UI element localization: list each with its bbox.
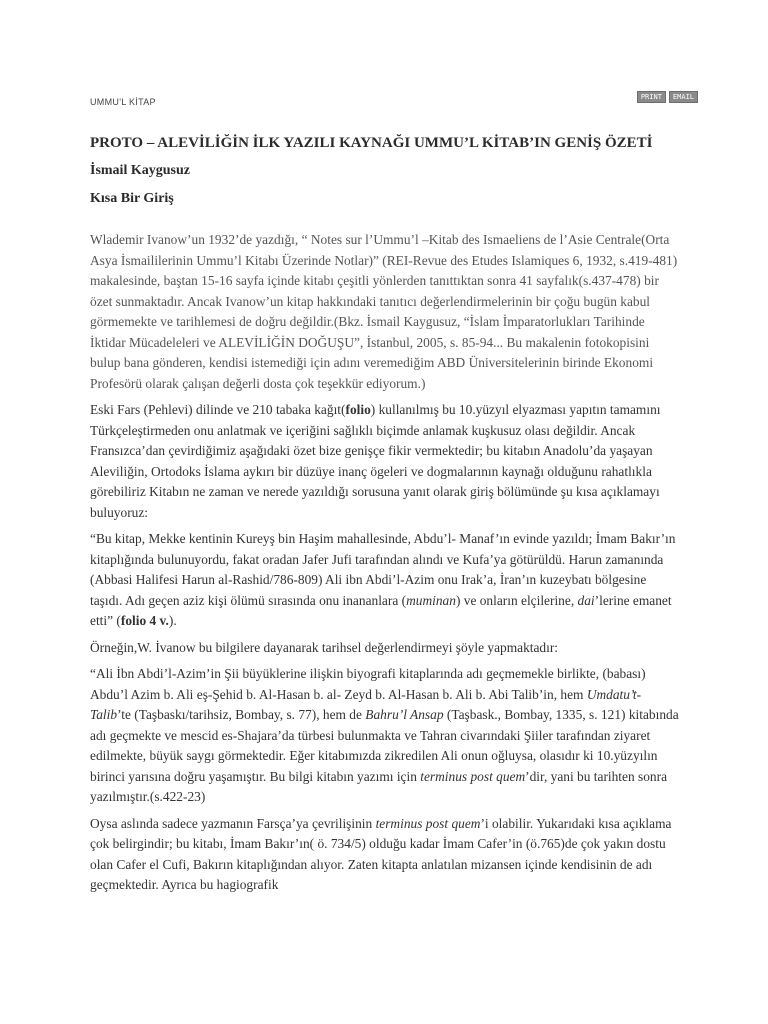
text-run: ’dir, yani bu tarihten sonra yazılmıştır.(s.422-23) [90, 768, 668, 804]
site-label: UMMU'L KİTAP [90, 97, 156, 107]
italic-term: Bahru’l Ansap [365, 707, 444, 722]
tool-buttons [637, 91, 698, 103]
author-name: İsmail Kaygusuz [90, 163, 190, 178]
bold-term: folio 4 v. [120, 613, 169, 628]
article-body [90, 133, 682, 902]
italic-term: terminus post quem [375, 815, 481, 831]
paragraph-intro: Wlademir Ivanow’un 1932’de yazdığı, “ Notes sur l’Ummu’l –Kitab des Ismaeliens de l’Asie Centrale(Orta Asya İsmaililerinin Ummu’l Kitabı Üzerinde Notlar)” (REI-Revue des Etudes Islamiques 6, 1932, s.419-481) makalesinde, baştan 15-16 sayfa içinde kitabı çeşitli yönlerden tanıttıktan sonra 41 sayfalık(s.437-478) bir özet sunmaktadır. Ancak Ivanow’un kitap hakkındaki tanıtıcı değerlendirmelerinin bir çoğu bugün kabul görmemekte ve tarihlemesi de doğru değildir.(Bkz. İsmail Kaygusuz, “İslam İmparatorlukları Tarihinde İktidar Mücadeleleri ve ALEVİLİĞİN DOĞUŞU”, İstanbul, 2005, s. 85-94... Bu makalenin fotokopisini bulup bana gönderen, kendisi istemediği için adını veremediğim ABD Üniversitelerinin birinde Ekonomi Profesörü olarak çalışan değerli dosta çok teşekkür ediyorum.) [90, 232, 678, 391]
text-run: ). [168, 613, 177, 628]
paragraph-terminus [90, 814, 682, 896]
paragraph-folio [90, 400, 682, 523]
text-run: (Taşbask., Bombay, 1335, s. 121) kitabında adı geçmekte ve mescid es-Shajara’da türbesi bulunmakta ve Tahran civarındaki Şiiler tarafından ziyaret edilmekte, büyük saygı görmektedir. Eğer kitabımızda zikredilen Ali onun oğluysa, olasıdır ki 10.yüzyılın birinci yarısına doğru yaşamıştır. Bu bilgi kitabın yazımı için [90, 707, 679, 784]
paragraph-quote-origin [90, 529, 682, 632]
text-run: ’te (Taşbaskı/tarihsiz, Bombay, s. 77), hem de [117, 707, 366, 722]
text-run: ) kullanılmış bu 10.yüzyıl elyazması yapıtın tamamını Türkçeleştirmeden onu anlatmak ve içeriğini sağlıklı biçimde anlamak kuşkusuz olası değildir. Ancak Fransızca’dan çevirdiğimiz aşağıdaki özet bize genişçe fikir vermektedir; bu kitabın Anadolu’da yaşayan Aleviliğin, Ortodoks İslama aykırı bir düzüye inanç ögeleri ve dogmalarının kaynağı olduğunu rahatlıkla görebiliriz Kitabın ne zaman ve nerede yazıldığı sorusuna yanıt olarak giriş bölümünde şu kısa açıklamayı buluyoruz: [90, 402, 661, 520]
italic-term: muminan [406, 592, 456, 608]
print-button[interactable]: PRINT [637, 91, 666, 103]
email-button[interactable]: EMAIL [669, 91, 698, 103]
text-run: Oysa aslında sadece yazmanın Farsça’ya çevrilişinin [90, 815, 376, 831]
text-run: Eski Fars (Pehlevi) dilinde ve 210 tabaka kağıt( [90, 402, 346, 417]
text-run: ) ve onların elçilerine, [455, 592, 578, 608]
paragraph-ivanow: Örneğin,W. İvanow bu bilgilere dayanarak tarihsel değerlendirmeyi şöyle yapmaktadır: [90, 639, 559, 655]
text-run: “Ali İbn Abdi’l-Azim’in Şii büyüklerine ilişkin biyografi kitaplarında adı geçmemekle birlikte, (babası) Abdu’l Azim b. Ali eş-Şehid b. Al-Hasan b. al- Zeyd b. Al-Hasan b. Ali b. Abi Talib’in, hem [90, 666, 646, 702]
top-bar [90, 93, 694, 110]
italic-term: Umdatu’t-Talib [90, 686, 642, 722]
bold-term: folio [345, 402, 371, 417]
section-heading: Kısa Bir Giriş [90, 191, 174, 206]
text-run: ’i olabilir. Yukarıdaki kısa açıklama çok belirgindir; bu kitabı, İmam Bakır’ın( ö. 734/5) olduğu kadar İmam Cafer’in (ö.765)de çok yakın dostu olan Cafer el Cufi, Bakırın kitaplığından alıyor. Zaten kitapta anlatılan mizansen içinde kendisinin de adı geçmektedir. Ayrıca bu hagiografik [90, 815, 672, 892]
italic-term: dai [577, 592, 595, 608]
italic-term: terminus post quem [420, 768, 526, 784]
text-run: “Bu kitap, Mekke kentinin Kureyş bin Haşim mahallesinde, Abdu’l- Manaf’ın evinde yazıldı; İmam Bakır’ın kitaplığında bulunuyordu, fakat oradan Jafer Jufi tarafından alındı ve Kufa’ya götürüldü. Harun zamanında (Abbasi Halifesi Harun al-Rashid/786-809) Ali ibn Abdi’l-Azim onu Irak’a, İran’ın kuzeybatı bölgesine taşıdı. Adı geçen aziz kişi ölümü sırasında onu inananlara ( [90, 531, 676, 608]
paragraph-quote-ali [90, 664, 682, 808]
article-title: PROTO – ALEVİLİĞİN İLK YAZILI KAYNAĞI UMMU’L KİTAB’IN GENİŞ ÖZETİ [90, 135, 653, 151]
text-run: ’lerine emanet etti” ( [90, 592, 672, 628]
